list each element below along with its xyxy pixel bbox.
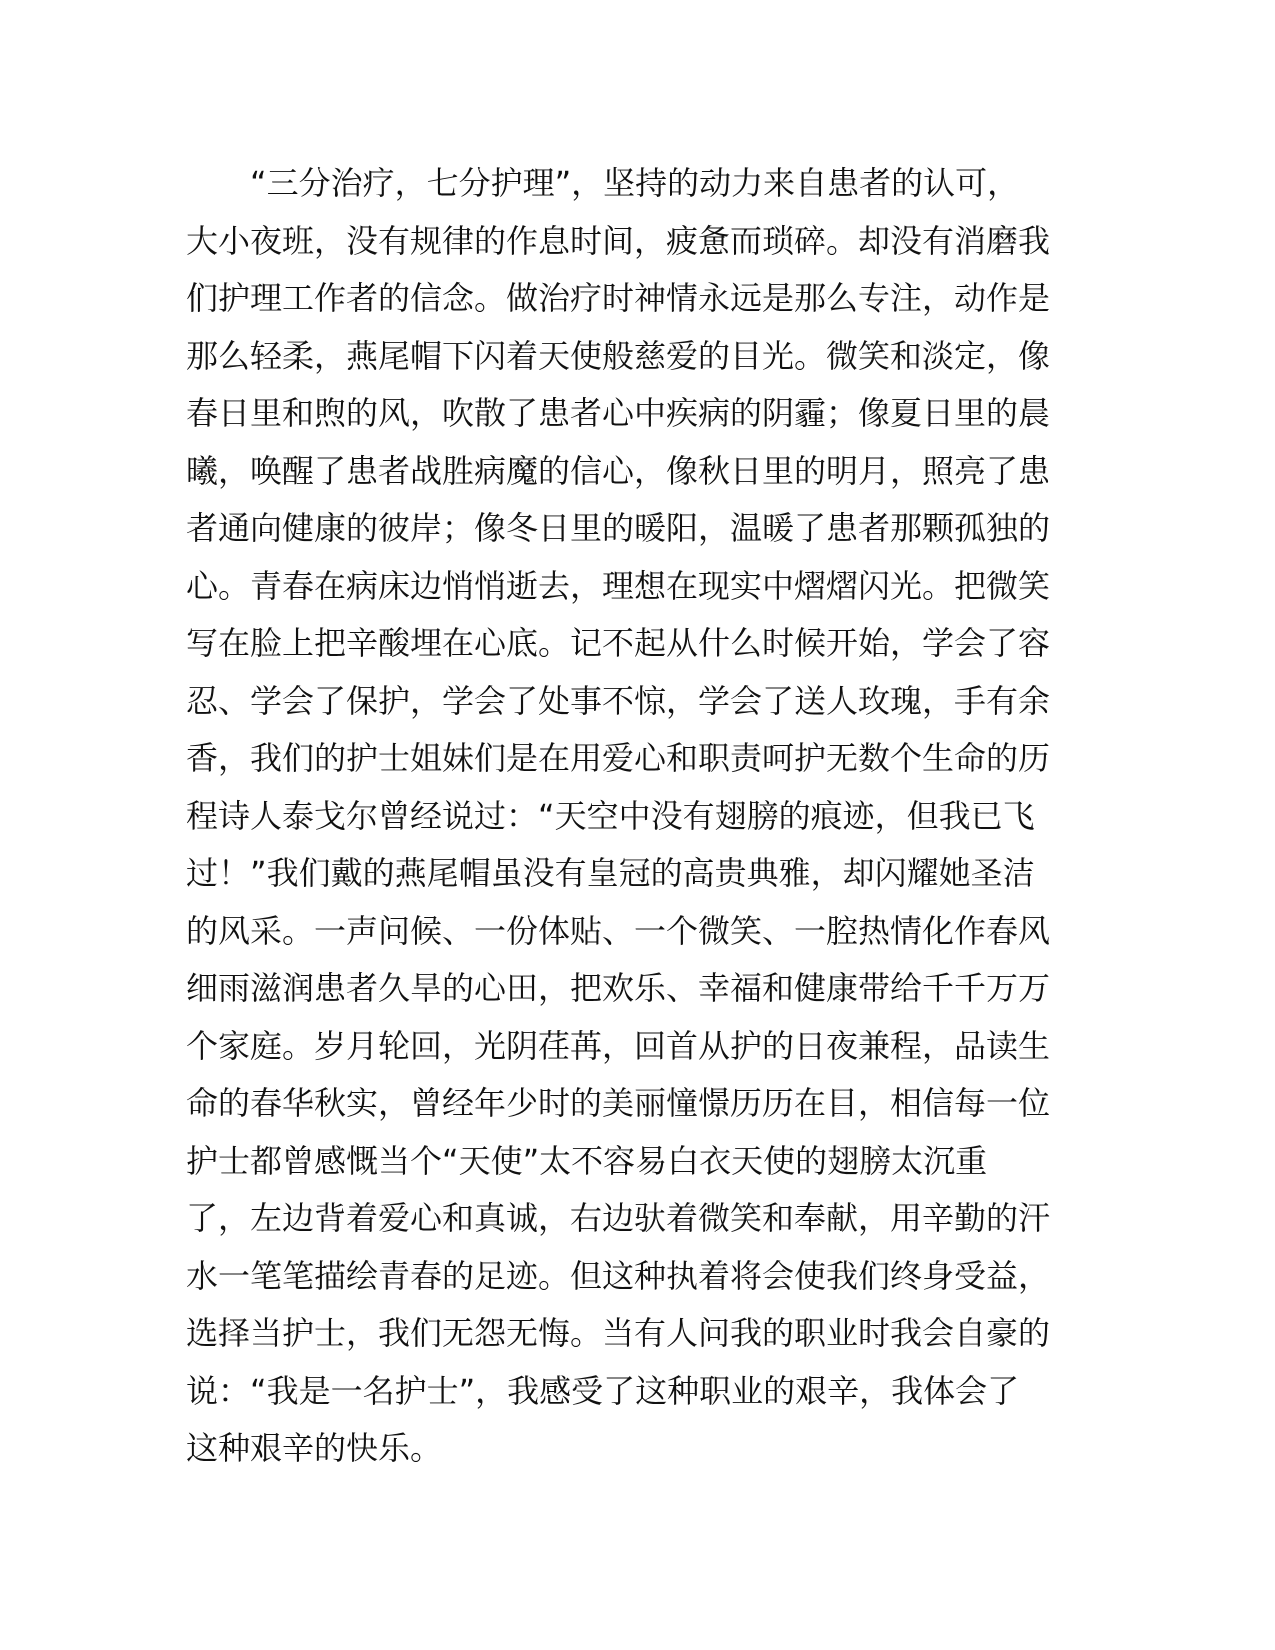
paragraph-line: 这种艰辛的快乐。 xyxy=(186,1429,443,1467)
paragraph-line: 细雨滋润患者久旱的心田，把欢乐、幸福和健康带给千千万万 xyxy=(186,969,1051,1007)
paragraph-line: 者通向健康的彼岸；像冬日里的暖阳，温暖了患者那颗孤独的 xyxy=(186,509,1051,547)
paragraph-line: 了，左边背着爱心和真诚，右边驮着微笑和奉献，用辛勤的汗 xyxy=(186,1199,1051,1237)
paragraph-line: 们护理工作者的信念。做治疗时神情永远是那么专注，动作是 xyxy=(186,279,1051,317)
paragraph-line: “三分治疗，七分护理”，坚持的动力来自患者的认可， xyxy=(250,164,1020,202)
paragraph-line: 写在脸上把辛酸埋在心底。记不起从什么时候开始，学会了容 xyxy=(186,624,1051,662)
paragraph-line: 春日里和煦的风，吹散了患者心中疾病的阴霾；像夏日里的晨 xyxy=(186,394,1051,432)
paragraph-line: 个家庭。岁月轮回，光阴荏苒，回首从护的日夜兼程，品读生 xyxy=(186,1026,1051,1065)
paragraph-line: 水一笔笔描绘青春的足迹。但这种执着将会使我们终身受益， xyxy=(186,1256,1051,1295)
paragraph-line: 那么轻柔，燕尾帽下闪着天使般慈爱的目光。微笑和淡定，像 xyxy=(186,336,1051,375)
paragraph-line: 的风采。一声问候、一份体贴、一个微笑、一腔热情化作春风 xyxy=(186,911,1051,950)
paragraph-line: 心。青春在病床边悄悄逝去，理想在现实中熠熠闪光。把微笑 xyxy=(186,566,1051,605)
paragraph-line: 大小夜班，没有规律的作息时间，疲惫而琐碎。却没有消磨我 xyxy=(186,221,1051,260)
paragraph-line: 选择当护士，我们无怨无悔。当有人问我的职业时我会自豪的 xyxy=(186,1314,1051,1352)
paragraph-line: 说：“我是一名护士”，我感受了这种职业的艰辛，我体会了 xyxy=(186,1371,1020,1410)
paragraph-line: 曦，唤醒了患者战胜病魔的信心，像秋日里的明月，照亮了患 xyxy=(186,451,1051,490)
paragraph-line: 忍、学会了保护，学会了处事不惊，学会了送人玫瑰，手有余 xyxy=(186,681,1051,720)
body-paragraph xyxy=(186,155,1086,1478)
paragraph-line: 过！”我们戴的燕尾帽虽没有皇冠的高贵典雅，却闪耀她圣洁 xyxy=(186,854,1035,892)
paragraph-line: 香，我们的护士姐妹们是在用爱心和职责呵护无数个生命的历 xyxy=(186,739,1051,777)
paragraph-line: 程诗人泰戈尔曾经说过：“天空中没有翅膀的痕迹，但我已飞 xyxy=(186,796,1035,835)
paragraph-line: 护士都曾感慨当个“天使”太不容易白衣天使的翅膀太沉重 xyxy=(186,1141,988,1180)
paragraph-line: 命的春华秋实，曾经年少时的美丽憧憬历历在目，相信每一位 xyxy=(186,1084,1051,1122)
